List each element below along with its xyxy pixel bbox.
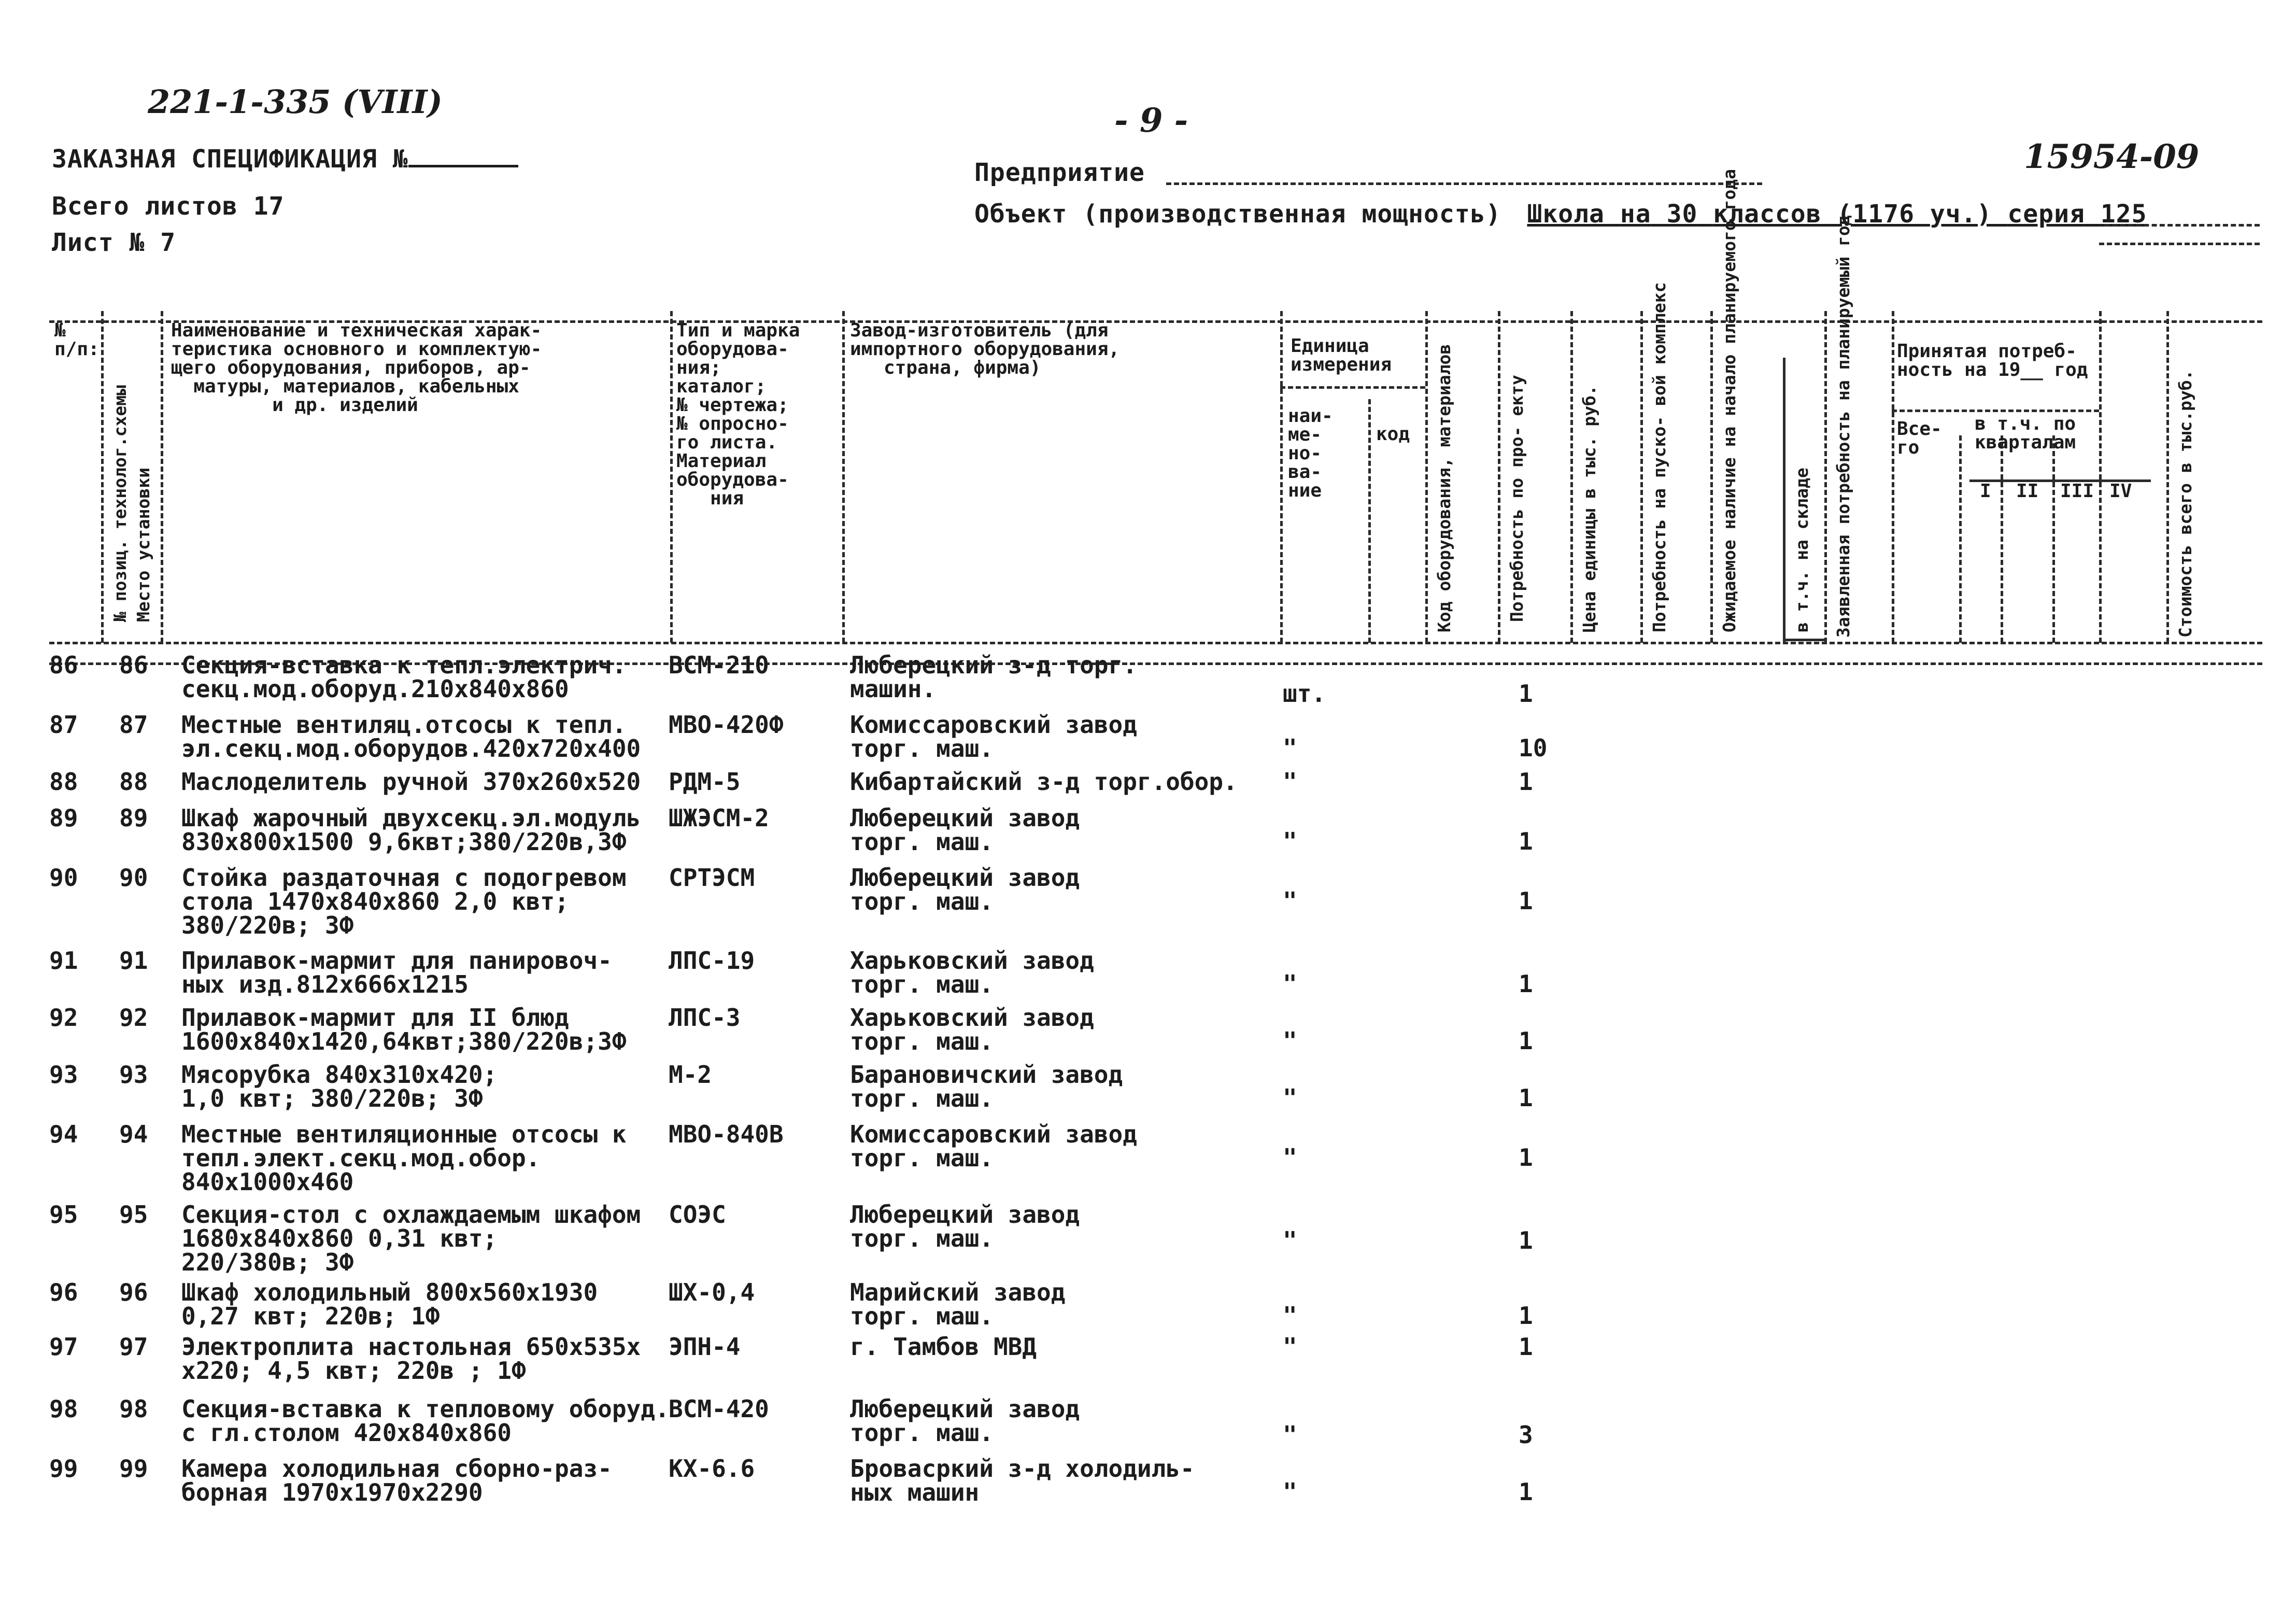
col-header-name: Наименование и техническая харак- теристика основного и комплектую- щего оборудования, приборов, ар- матуры, материалов, кабельных и др. изделий [171, 320, 542, 416]
object-word-6: уч.) [1930, 200, 1992, 229]
col-sep-5 [1280, 311, 1283, 643]
row-type: М-2 [669, 1061, 712, 1089]
col-sep-unit [1368, 399, 1371, 643]
row-name: Секция-вставка к тепловому оборуд. с гл.столом 420х840х860 [181, 1395, 670, 1447]
row-number: 95 [49, 1201, 78, 1229]
object-line-tail [2104, 224, 2260, 227]
col-sep-q2 [2001, 435, 2003, 643]
enterprise-label-text: Предприятие [974, 158, 1145, 187]
table-header-bottom-rule [49, 642, 2262, 644]
row-type: КХ-6.6 [669, 1455, 755, 1483]
row-maker: Люберецкий з-д торг. машин. [850, 651, 1137, 703]
row-maker: Харьковский завод торг. маш. [850, 947, 1094, 998]
row-maker: Харьковский завод торг. маш. [850, 1004, 1094, 1055]
unit-sub-rule [1280, 386, 1425, 389]
row-type: СОЭС [669, 1201, 726, 1229]
col-sep-q3 [2052, 435, 2055, 643]
row-unit: " [1283, 734, 1297, 762]
row-name: Стойка раздаточная с подогревом стола 1470х840х860 2,0 квт; 380/220в; 3Ф [181, 864, 627, 939]
row-maker: Комиссаровский завод торг. маш. [850, 1120, 1137, 1172]
row-position: 94 [119, 1120, 148, 1148]
object-word-5: (1176 [1837, 200, 1915, 229]
row-qty: 1 [1519, 970, 1533, 998]
col-header-price: Цена единицы в тыс. руб. [1579, 385, 1599, 632]
row-position: 93 [119, 1061, 148, 1089]
col-sep-8 [1570, 311, 1573, 643]
row-number: 90 [49, 864, 78, 892]
col-header-cost: Стоимость всего в тыс.руб. [2175, 370, 2195, 638]
row-number: 87 [49, 711, 78, 739]
object-word-4: классов [1713, 200, 1822, 229]
row-name: Шкаф холодильный 800х560х1930 0,27 квт; 220в; 1Ф [181, 1278, 598, 1330]
spec-label [52, 140, 518, 174]
row-unit: " [1283, 768, 1297, 796]
col-header-q3: III [2060, 481, 2094, 502]
col-header-code: Код оборудования, материалов [1434, 344, 1454, 632]
row-position: 89 [119, 804, 148, 832]
col-sep-4 [842, 311, 845, 643]
row-name: Местные вентиляционные отсосы к тепл.элект.секц.мод.обор. 840х1000х460 [181, 1120, 627, 1196]
object-word-8: 125 [2100, 200, 2147, 229]
accepted-sub-rule [1892, 410, 2099, 412]
object-word-2: на [1620, 200, 1651, 229]
row-unit: шт. [1283, 680, 1326, 708]
row-number: 98 [49, 1395, 78, 1423]
col-sep-3 [670, 311, 673, 643]
object-word-1: Школа [1527, 200, 1605, 229]
col-header-q1: I [1980, 481, 1991, 502]
row-number: 96 [49, 1278, 78, 1306]
col-header-maker: Завод-изготовитель (для импортного оборудования, страна, фирма) [850, 320, 1120, 378]
row-qty: 1 [1519, 1226, 1533, 1254]
row-type: СРТЭСМ [669, 864, 755, 892]
row-number: 94 [49, 1120, 78, 1148]
row-name: Секция-вставка к тепл.электрич. секц.мод.оборуд.210х840х860 [181, 651, 627, 703]
col-header-unit: Единица измерения [1291, 335, 1392, 375]
row-unit: " [1283, 1302, 1297, 1330]
col-sep-13 [1892, 311, 1894, 643]
row-unit: " [1283, 1421, 1297, 1449]
row-maker: Бровасркий з-д холодиль- ных машин [850, 1455, 1195, 1506]
row-position: 87 [119, 711, 148, 739]
col-header-unit-code: код [1376, 424, 1410, 445]
row-unit: " [1283, 970, 1297, 998]
row-maker: г. Тамбов МВД [850, 1333, 1037, 1361]
doc-number: 15954-09 [2024, 137, 2200, 176]
col-sep-12 [1824, 311, 1827, 643]
row-maker: Люберецкий завод торг. маш. [850, 1201, 1080, 1252]
col-header-total: Все- го [1897, 418, 1942, 458]
sheet-number: Лист № 7 [52, 228, 176, 257]
row-type: ШХ-0,4 [669, 1278, 755, 1306]
row-qty: 1 [1519, 768, 1533, 796]
enterprise-blank-line [1166, 182, 1762, 185]
row-unit: " [1283, 1226, 1297, 1254]
sheets-total: Всего листов 17 [52, 192, 285, 221]
col-header-place: Место установки [133, 467, 153, 622]
row-type: ШЖЭСМ-2 [669, 804, 769, 832]
row-name: Секция-стол с охлаждаемым шкафом 1680х840х860 0,31 квт; 220/380в; 3Ф [181, 1201, 641, 1276]
col-header-accepted: Принятая потреб- ность на 19__ год [1897, 341, 2088, 380]
row-qty: 1 [1519, 1027, 1533, 1055]
col-header-unit-name: наи- ме- но- ва- ние [1288, 405, 1333, 501]
row-type: ВСМ-420 [669, 1395, 769, 1423]
row-position: 90 [119, 864, 148, 892]
row-qty: 1 [1519, 827, 1533, 855]
row-position: 96 [119, 1278, 148, 1306]
row-position: 97 [119, 1333, 148, 1361]
row-position: 91 [119, 947, 148, 975]
object-label: Объект (производственная мощность) [974, 200, 1501, 229]
col-header-pos: № позиц. технолог.схемы [110, 385, 130, 622]
row-number: 91 [49, 947, 78, 975]
row-maker: Комиссаровский завод торг. маш. [850, 711, 1137, 763]
col-header-q4: IV [2109, 481, 2132, 502]
col-header-declared: Заявленная потребность на планируемый год [1833, 215, 1853, 638]
row-name: Мясорубка 840х310х420; 1,0 квт; 380/220в; 3Ф [181, 1061, 498, 1112]
col-sep-1 [101, 311, 104, 643]
row-name: Прилавок-мармит для панировоч- ных изд.812х666х1215 [181, 947, 612, 998]
row-number: 88 [49, 768, 78, 796]
object-line-tail-2 [2099, 243, 2260, 245]
row-qty: 1 [1519, 887, 1533, 915]
row-type: ВСМ-210 [669, 651, 769, 679]
row-type: РДМ-5 [669, 768, 741, 796]
row-maker: Барановичский завод торг. маш. [850, 1061, 1123, 1112]
row-number: 92 [49, 1004, 78, 1032]
col-header-quarters: в т.ч. по кварталам [1975, 413, 2076, 453]
row-qty: 1 [1519, 1084, 1533, 1112]
col-sep-q1 [1959, 435, 1962, 643]
row-type: ЭПН-4 [669, 1333, 741, 1361]
col-header-type: Тип и марка оборудова- ния; каталог; № чертежа; № опросно- го листа. Материал оборудова- ния [676, 320, 800, 509]
object-line [974, 200, 2147, 229]
row-maker: Люберецкий завод торг. маш. [850, 1395, 1080, 1447]
row-qty: 10 [1519, 734, 1548, 762]
col-header-need: Потребность по про- екту [1507, 375, 1527, 622]
col-sep-6 [1425, 311, 1428, 643]
page-number: - 9 - [1114, 101, 1188, 140]
stock-underline [1783, 639, 1824, 641]
row-maker: Люберецкий завод торг. маш. [850, 804, 1080, 856]
enterprise-label [974, 158, 1145, 187]
col-sep-2 [161, 311, 163, 643]
row-name: Электроплита настольная 650х535х х220; 4,5 квт; 220в ; 1Ф [181, 1333, 641, 1385]
row-position: 88 [119, 768, 148, 796]
row-qty: 1 [1519, 1478, 1533, 1506]
row-qty: 1 [1519, 1144, 1533, 1172]
row-position: 86 [119, 651, 148, 679]
col-sep-10 [1710, 311, 1713, 643]
row-unit: " [1283, 1084, 1297, 1112]
col-sep-14 [2099, 311, 2102, 643]
col-sep-11 [1783, 358, 1785, 643]
row-number: 93 [49, 1061, 78, 1089]
object-word-3: 30 [1666, 200, 1698, 229]
row-unit: " [1283, 1333, 1297, 1361]
col-header-q2: II [2016, 481, 2039, 502]
row-unit: " [1283, 1027, 1297, 1055]
col-sep-9 [1640, 311, 1643, 643]
row-name: Местные вентиляц.отсосы к тепл. эл.секц.мод.оборудов.420х720х400 [181, 711, 641, 763]
row-number: 99 [49, 1455, 78, 1483]
row-maker: Люберецкий завод торг. маш. [850, 864, 1080, 915]
row-type: ЛПС-3 [669, 1004, 741, 1032]
object-word-7: серия [2007, 200, 2085, 229]
row-number: 89 [49, 804, 78, 832]
col-header-start: Потребность на пуско- вой комплекс [1649, 282, 1669, 632]
row-maker: Марийский завод торг. маш. [850, 1278, 1066, 1330]
row-number: 86 [49, 651, 78, 679]
row-unit: " [1283, 1144, 1297, 1172]
row-position: 95 [119, 1201, 148, 1229]
row-position: 98 [119, 1395, 148, 1423]
row-name: Маслоделитель ручной 370х260х520 [181, 768, 641, 796]
row-type: ЛПС-19 [669, 947, 755, 975]
row-position: 92 [119, 1004, 148, 1032]
row-name: Камера холодильная сборно-раз- борная 1970х1970х2290 [181, 1455, 612, 1506]
doc-code: 221-1-335 (VIII) [148, 83, 443, 121]
row-name: Прилавок-мармит для II блюд 1600х840х1420,64квт;380/220в;3Ф [181, 1004, 627, 1055]
row-type: МВО-420Ф [669, 711, 784, 739]
col-header-expected: Ожидаемое наличие на начало планируемого года [1719, 168, 1739, 632]
col-header-num: № п/п: [54, 320, 100, 360]
row-type: МВО-840В [669, 1120, 784, 1148]
row-unit: " [1283, 887, 1297, 915]
row-maker: Кибартайский з-д торг.обор. [850, 768, 1238, 796]
col-header-stock: в т.ч. на складе [1792, 468, 1812, 632]
row-unit: " [1283, 827, 1297, 855]
row-qty: 1 [1519, 1333, 1533, 1361]
row-name: Шкаф жарочный двухсекц.эл.модуль 830х800х1500 9,6квт;380/220в,3Ф [181, 804, 641, 856]
row-qty: 1 [1519, 680, 1533, 708]
row-qty: 1 [1519, 1302, 1533, 1330]
spec-number-blank [408, 140, 518, 167]
spec-label-text: ЗАКАЗНАЯ СПЕЦИФИКАЦИЯ № [52, 145, 408, 174]
row-position: 99 [119, 1455, 148, 1483]
row-unit: " [1283, 1478, 1297, 1506]
row-number: 97 [49, 1333, 78, 1361]
row-qty: 3 [1519, 1421, 1533, 1449]
col-sep-7 [1498, 311, 1500, 643]
col-sep-15 [2166, 311, 2169, 643]
